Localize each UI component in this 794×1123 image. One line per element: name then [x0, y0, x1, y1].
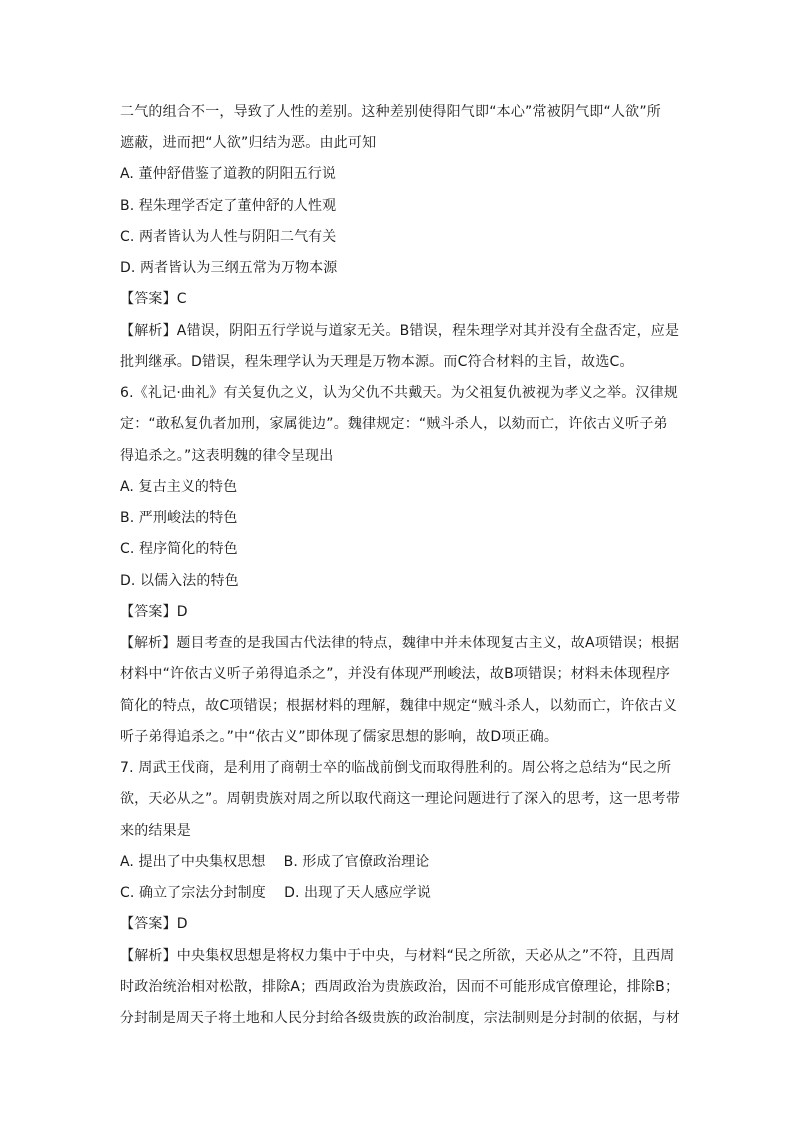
q7-stem-line-3: 来的结果是 [120, 823, 191, 839]
q7-options-row-2: C. 确立了宗法分封制度 D. 出现了天人感应学说 [120, 885, 431, 901]
q5-option-c: C. 两者皆认为人性与阴阳二气有关 [120, 229, 337, 245]
q7-stem-line-2: 欲，天必从之”。周朝贵族对周之所以取代商这一理论问题进行了深入的思考，这一思考带 [120, 791, 681, 807]
q6-analysis-line-4: 听子弟得追杀之。”中“依古义”即体现了儒家思想的影响，故D项正确。 [120, 729, 559, 745]
q7-analysis-line-2: 时政治统治相对松散，排除A；西周政治为贵族政治，因而不可能形成官僚理论，排除B； [120, 979, 680, 995]
q7-answer: 【答案】D [120, 916, 188, 932]
q6-answer: 【答案】D [120, 604, 188, 620]
q7-analysis-line-3: 分封制是周天子将土地和人民分封给各级贵族的政治制度，宗法制则是分封制的依据，与材 [120, 1010, 680, 1026]
q5-stem-line-2: 遮蔽，进而把“人欲”归结为恶。由此可知 [120, 135, 377, 151]
q6-option-a: A. 复古主义的特色 [120, 479, 238, 495]
q6-analysis-line-1: 【解析】题目考查的是我国古代法律的特点，魏律中并未体现复古主义，故A项错误；根据 [120, 635, 680, 651]
q5-stem-line-1: 二气的组合不一，导致了人性的差别。这种差别使得阳气即“本心”常被阴气即“人欲”所 [120, 104, 662, 120]
q7-options-row-1: A. 提出了中央集权思想 B. 形成了官僚政治理论 [120, 854, 430, 870]
q6-stem-line-2: 定：“敢私复仇者加刑，家属徙边”。魏律规定：“贼斗杀人，以劾而亡，许依古义听子弟 [120, 416, 668, 432]
q5-analysis-line-2: 批判继承。D错误，程朱理学认为天理是万物本源。而C符合材料的主旨，故选C。 [120, 354, 634, 370]
q6-analysis-line-2: 材料中“许依古义听子弟得追杀之”，并没有体现严刑峻法，故B项错误；材料未体现程序 [120, 666, 671, 682]
q5-option-d: D. 两者皆认为三纲五常为万物本源 [120, 260, 338, 276]
q7-analysis-line-1: 【解析】中央集权思想是将权力集中于中央，与材料“民之所欲，天必从之”不符，且西周 [120, 948, 675, 964]
q6-option-b: B. 严刑峻法的特色 [120, 510, 238, 526]
q5-option-a: A. 董仲舒借鉴了道教的阴阳五行说 [120, 166, 336, 182]
q6-analysis-line-3: 简化的特点，故C项错误；根据材料的理解，魏律中规定“贼斗杀人，以劾而亡，许依古义 [120, 698, 678, 714]
q6-stem-line-3: 得追杀之。”这表明魏的律令呈现出 [120, 448, 334, 464]
q5-option-b: B. 程朱理学否定了董仲舒的人性观 [120, 198, 337, 214]
q7-stem-line-1: 7. 周武王伐商，是利用了商朝士卒的临战前倒戈而取得胜利的。周公将之总结为“民之所 [120, 760, 672, 776]
q5-analysis-line-1: 【解析】A错误，阴阳五行学说与道家无关。B错误，程朱理学对其并没有全盘否定，应是 [120, 323, 680, 339]
q6-option-c: C. 程序简化的特色 [120, 541, 238, 557]
q5-answer: 【答案】C [120, 291, 187, 307]
q6-stem-line-1: 6.《礼记·曲礼》有关复仇之义，认为父仇不共戴天。为父祖复仇被视为孝义之举。汉律规 [120, 385, 679, 401]
q6-option-d: D. 以儒入法的特色 [120, 573, 239, 589]
